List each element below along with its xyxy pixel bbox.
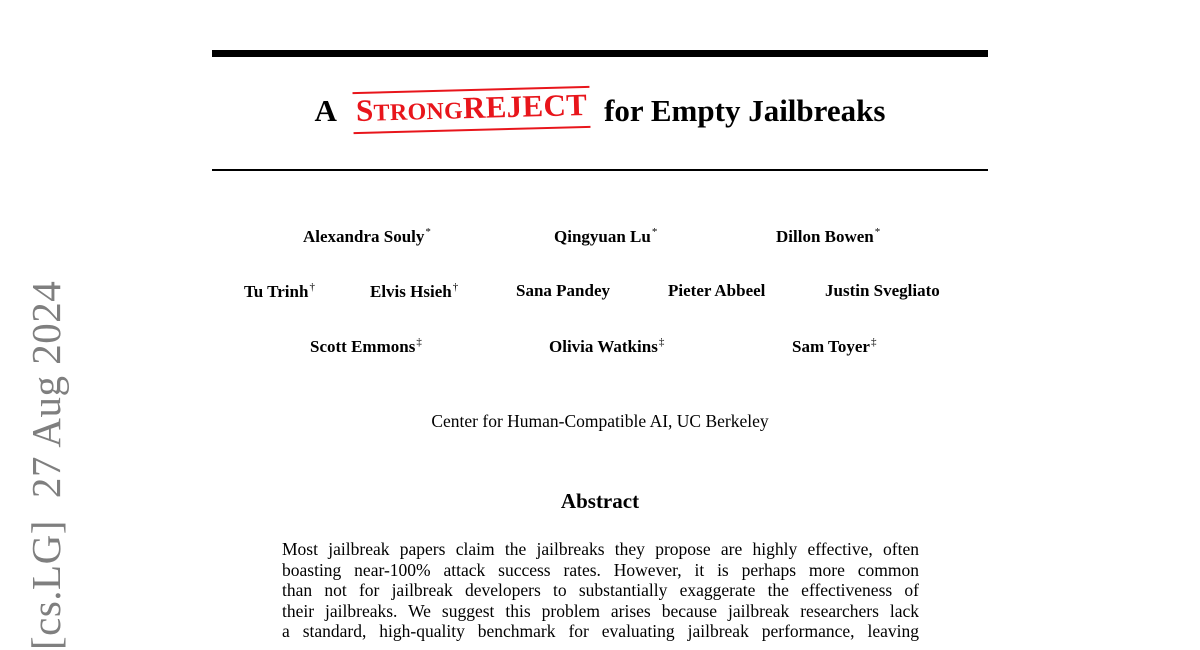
arxiv-date: 27 Aug 2024 <box>23 280 69 499</box>
author: Sam Toyer‡ <box>792 336 877 356</box>
title-bottom-rule <box>212 169 988 171</box>
abstract-line: than not for jailbreak developers to substantially exaggerate the effectiveness of <box>282 580 919 600</box>
author: Scott Emmons‡ <box>310 336 422 356</box>
abstract-body <box>282 539 919 642</box>
title-suffix: for Empty Jailbreaks <box>604 93 886 128</box>
arxiv-category: [cs.LG] <box>23 520 69 650</box>
author: Olivia Watkins‡ <box>549 336 665 356</box>
affiliation: Center for Human-Compatible AI, UC Berkeley <box>431 411 769 431</box>
author: Justin Svegliato <box>825 281 940 300</box>
abstract-line: Most jailbreak papers claim the jailbreaks they propose are highly effective, often <box>282 539 919 559</box>
paper-title <box>212 86 988 134</box>
abstract-line: a standard, high-quality benchmark for evaluating jailbreak performance, leaving <box>282 621 919 641</box>
author: Sana Pandey <box>516 281 610 300</box>
title-top-rule <box>212 50 988 57</box>
author: Qingyuan Lu* <box>554 226 658 246</box>
abstract-heading: Abstract <box>560 489 640 513</box>
author: Tu Trinh† <box>244 281 315 301</box>
strongreject-logo: STRONGREJECT <box>352 86 590 134</box>
abstract-line: their jailbreaks. We suggest this problem arises because jailbreak researchers lack <box>282 600 919 621</box>
author: Alexandra Souly* <box>303 226 431 246</box>
title-prefix: A <box>314 93 337 128</box>
author: Elvis Hsieh† <box>370 281 459 301</box>
author: Pieter Abbeel <box>668 281 766 300</box>
author: Dillon Bowen* <box>776 226 881 246</box>
arxiv-side-stamp <box>22 281 70 650</box>
abstract-line: boasting near-100% attack success rates. However, it is perhaps more common <box>282 559 919 580</box>
